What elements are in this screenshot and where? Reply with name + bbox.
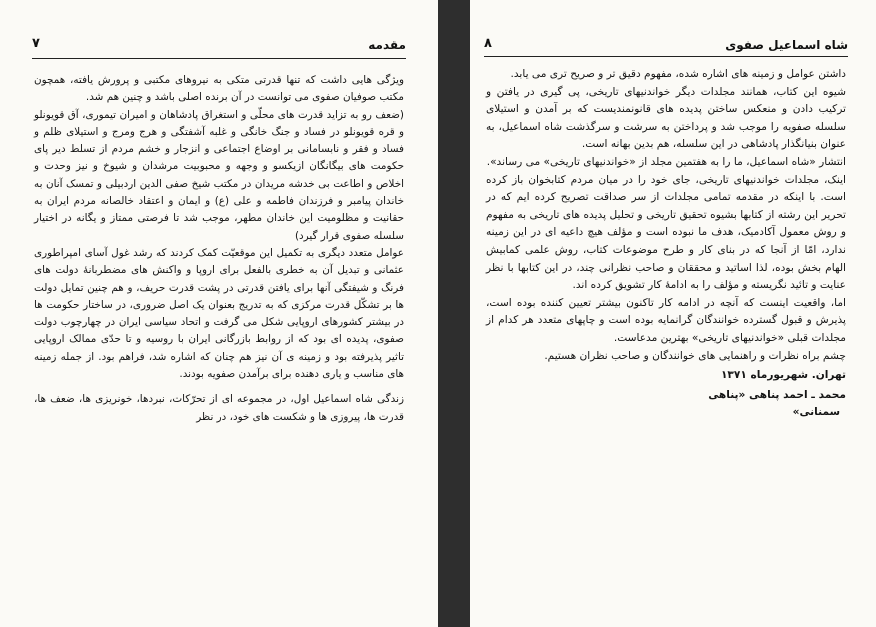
right-paragraph-2: شیوه این کتاب، همانند مجلدات دیگر خواندنیهای تاریخی، پی گیری در یافتن و ترکیب دادن و منعکس ساختن پدیده های قانونمندیست که بر آمدن و استیلای سلسله صفویه را موجب شد و پرداختن به سرشت و سرگذشت شاه اسماعیل، به عنوان بنیانگذار پادشاهی در این سلسله، هم بدین بهانه است. bbox=[486, 85, 846, 151]
signature-line-2: سمنانی» bbox=[792, 406, 840, 419]
right-paragraph-3: انتشار «شاه اسماعیل، ما را به هفتمین مجلد از «خواندنیهای تاریخی» می رساند». bbox=[486, 155, 846, 168]
right-page-body bbox=[486, 66, 846, 422]
right-paragraph-4: اینک، مجلدات خواندنیهای تاریخی، جای خود را در میان مردم کتابخوان باز کرده است. با اینکه در مقدمه تمامی مجلدات از سر صداقت تصریح کرده ایم که در تحریر این رشته از کتابها بشیوه تحقیق تاریخی و تحلیل پدیده های تاریخی به مفهوم و روش معمول آکادمیک، هدف ما نبوده است و مؤلف هیچ داعیه ای در این زمینه ندارد، امّا از آنجا که در بنای کار و طرح موضوعات کتاب، روش علمی کمابیش الهام بخش بوده، لذا اساتید و محققان و صاحب نظرانی چند، در این کتابها با نظر عنایت و تائید نگریسته و مؤلف را به ادامهٔ کار تشویق کرده اند. bbox=[486, 173, 846, 292]
right-paragraph-6: چشم براه نظرات و راهنمایی های خوانندگان و صاحب نظران هستیم. bbox=[544, 349, 846, 362]
left-paragraph-2: (ضعف رو به تزاید قدرت های محلّی و استغراق پادشاهان و امیران تیموری، آق قویونلو و قره قویونلو در فساد و جنگ خانگی و غلبه آشفتگی و هرج ومرج و استیلای ظلم و فساد و فقر و نابسامانی بر اوضاع اجتماعی و انزجار و خشم مردم از تسلط دیر پای حکومت های بیگانگان ازیکسو و وجهه و محبوبیت مرشدان و شیوخ و نیز وحدت و اخلاص و اطاعت بی خدشه مریدان در مکتب شیخ صفی الدین اردبیلی و تمسک آنان به خاندان پیامبر و فرزندان فاطمه و علی (ع) و ایمان و اعتقاد خالصانه مردم ایران به حقانیت و مظلومیت این خاندان مطهر، موجب شد تا فرصتی ممتاز و یگانه در اختیار سلسله صفوی قرار گیرد) bbox=[34, 108, 404, 242]
book-gutter bbox=[438, 0, 470, 627]
left-page-body bbox=[34, 72, 404, 426]
right-page-number: ۸ bbox=[484, 36, 492, 51]
left-paragraph-3: عوامل متعدد دیگری به تکمیل این موقعیّت کمک کردند که رشد غول آسای امپراطوری عثمانی و تبدیل آن به خطری بالفعل برای اروپا و واکنش های مضطربانهٔ دولت های فرنگ و شیفتگی آنها برای یافتن قدرتی در پشت قدرت حریف، و هم چنین تمایل دولت ها بر تشکّل قدرت مرکزی که به تدریج بعنوان یک اصل ضروری، در ساختار حکومت ها در بیشتر کشورهای اروپایی شکل می گرفت و اتحاد سیاسی ایران در چهارچوب دولت صفوی، پدیده ای بود که از روابط بازرگانی ایران با روسیه و تا حدّی ممالک اروپایی تاثیر پذیرفته بود و زمینه ی آن نیز هم چنان که اشاره شد، فراهم بود. از جمله زمینه های مناسب و یاری دهنده برای برآمدن صفویه بودند. bbox=[34, 246, 404, 381]
right-page-header bbox=[484, 34, 848, 56]
left-running-title: مقدمه bbox=[368, 38, 406, 52]
right-paragraph-1: داشتن عوامل و زمینه های اشاره شده، مفهوم دقیق تر و صریح تری می یابد. bbox=[510, 68, 846, 80]
right-paragraph-5: اما، واقعیت اینست که آنچه در ادامه کار تاکنون بیشتر تعیین کننده بوده است، پذیرش و قبول گسترده خوانندگان گرانمایه بوده است و چاپهای متعدد هر کدام از مجلدات قبلی «خواندنیهای تاریخی» بهترین مدعاست. bbox=[486, 296, 846, 344]
left-page-number: ۷ bbox=[32, 36, 40, 51]
place-date: تهران. شهریورماه ۱۳۷۱ bbox=[720, 369, 846, 382]
right-header-rule bbox=[484, 56, 848, 57]
left-paragraph-4: زندگی شاه اسماعیل اول، در مجموعه ای از تحرّکات، نبردها، خونریزی ها، ضعف ها، قدرت ها، پیروزی ها و شکست های خود، در نظر bbox=[34, 393, 404, 423]
left-page-header bbox=[32, 34, 406, 56]
left-header-rule bbox=[32, 58, 406, 59]
signature-line-1: محمد ـ احمد پناهی «پناهی bbox=[708, 388, 846, 401]
right-running-title: شاه اسماعیل صفوی bbox=[725, 38, 848, 52]
left-paragraph-1: ویژگی هایی داشت که تنها قدرتی متکی به نیروهای مکتبی و پرورش یافته، همچون مکتب صوفیان صفوی می توانست در آن برنده اصلی باشد و چنین هم شد. bbox=[34, 74, 404, 104]
right-page bbox=[470, 0, 876, 627]
